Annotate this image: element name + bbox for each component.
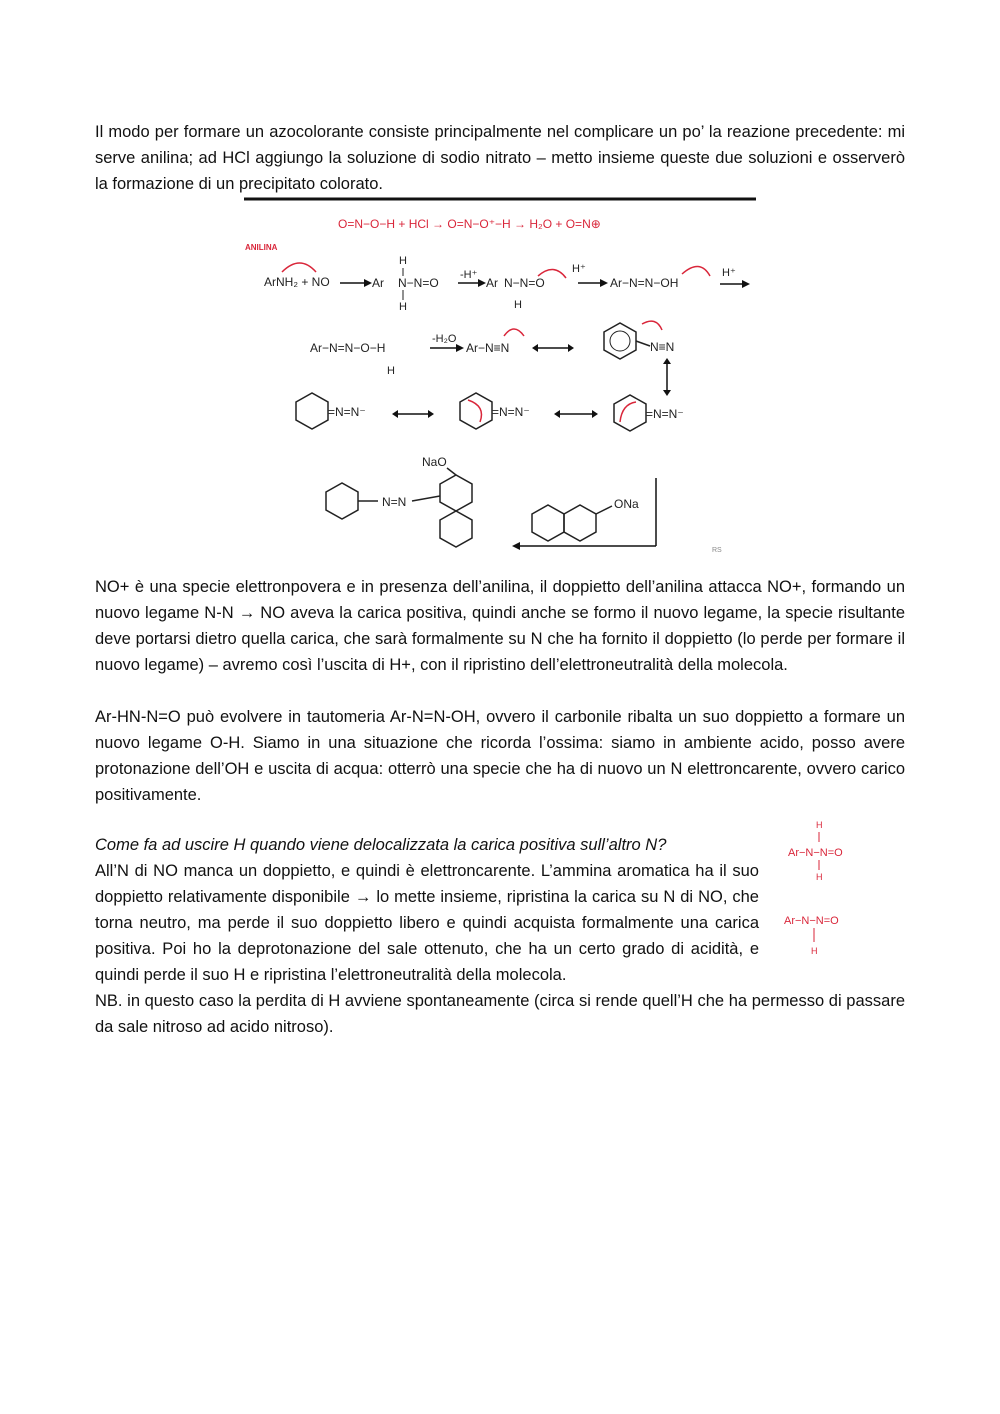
svg-text:RS: RS xyxy=(712,547,722,554)
reagent-aniline-no: ArNH₂ + NO xyxy=(264,275,330,289)
nb-paragraph: NB. in questo caso la perdita di H avviene spontaneamente (circa si rende quell’H che ha permesso di passare da sale nitroso ad acido nitroso). xyxy=(95,992,905,1036)
svg-text:N−N=O: N−N=O xyxy=(504,276,545,290)
svg-text:=N=N⁻: =N=N⁻ xyxy=(328,405,366,419)
svg-text:H: H xyxy=(399,301,407,313)
svg-text:Ar−N≡N: Ar−N≡N xyxy=(466,341,510,355)
svg-text:Ar: Ar xyxy=(372,276,384,290)
handwritten-anilina-label: ANILINA xyxy=(245,243,278,252)
handwritten-side-note xyxy=(778,812,900,962)
svg-text:=N=N⁻: =N=N⁻ xyxy=(646,407,684,421)
svg-text:-H⁺: -H⁺ xyxy=(460,269,478,281)
svg-text:-H₂O: -H₂O xyxy=(432,333,457,345)
svg-text:H: H xyxy=(514,299,522,311)
paragraph-tautomeria: Ar-HN-N=O può evolvere in tautomeria Ar-N=N-OH, ovvero il carbonile ribalta un suo doppietto a formare un nuovo legame O-H. Siamo in una situazione che ricorda l’ossima: siamo in ambiente acido, posso avere protonazione dell’OH e uscita di acqua: otterrò una specie che ha di nuovo un N elettroncarente, ovvero carico positivamente. xyxy=(95,708,905,804)
svg-text:ONa: ONa xyxy=(614,497,639,511)
intro-paragraph: Il modo per formare un azocolorante consiste principalmente nel complicare un po’ la reazione precedente: mi serve anilina; ad HCl aggiungo la soluzione di sodio nitrato – metto insieme queste due soluzioni e osserverò la formazione di un precipitato colorato. xyxy=(95,123,905,193)
svg-text:Ar: Ar xyxy=(486,276,498,290)
svg-text:H: H xyxy=(816,820,823,830)
svg-text:=N=N⁻: =N=N⁻ xyxy=(492,405,530,419)
svg-text:H: H xyxy=(816,872,823,882)
svg-text:NaO: NaO xyxy=(422,455,447,469)
handwritten-equation: O=N−O−H + HCl → O=N−O⁺−H → H₂O + O=N⊕ xyxy=(338,217,601,231)
svg-text:H: H xyxy=(811,946,818,956)
svg-text:H: H xyxy=(399,255,407,267)
svg-text:N≡N: N≡N xyxy=(650,340,675,354)
side-note-line2: Ar−N−N=O xyxy=(784,915,839,927)
svg-text:N=N: N=N xyxy=(382,495,407,509)
svg-text:N−N=O: N−N=O xyxy=(398,276,439,290)
svg-text:H⁺: H⁺ xyxy=(722,267,736,279)
azo-dye-reaction-scheme xyxy=(242,196,758,572)
paragraph-no-plus: NO+ è una specie elettronpovera e in presenza dell’anilina, il doppietto dell’anilina attacca NO+, formando un nuovo legame N-N → NO aveva la carica positiva, quindi anche se formo il nuovo legame, la specie risultante deve portarsi dietro quella carica, che sarà formalmente su N che ha fornito il doppietto (lo perde per formare il nuovo legame) – avremo così l’uscita di H+, con il ripristino dell’elettroneutralità della molecola. xyxy=(95,578,905,674)
answer-paragraph: All’N di NO manca un doppietto, e quindi è elettroncarente. L’ammina aromatica ha il suo doppietto relativamente disponibile → lo mette insieme, ripristina la carica su N di NO, che torna neutro, ma perde il suo doppietto libero e quindi acquista formalmente una carica positiva. Poi ho la deprotonazione del sale ottenuto, che ha un certo grado di acidità, e quindi perde il suo H e ripristina l’elettroneutralità della molecola. xyxy=(95,862,759,984)
side-note-line1: Ar−N−N=O xyxy=(788,847,843,859)
svg-text:H⁺: H⁺ xyxy=(572,263,586,275)
svg-text:Ar−N=N−OH: Ar−N=N−OH xyxy=(610,276,679,290)
question-line: Come fa ad uscire H quando viene delocalizzata la carica positiva sull’altro N? xyxy=(95,836,667,854)
svg-text:H: H xyxy=(387,365,395,377)
svg-text:Ar−N=N−O−H: Ar−N=N−O−H xyxy=(310,341,386,355)
